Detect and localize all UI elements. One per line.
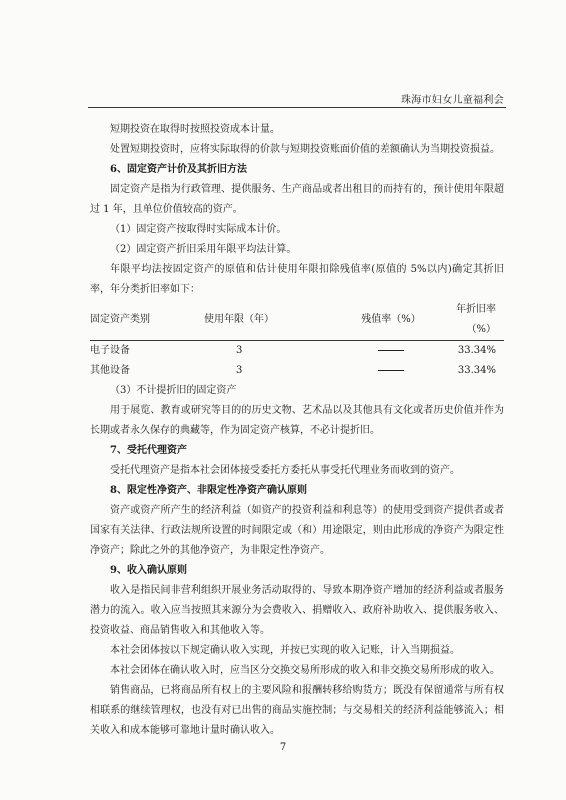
paragraph: 资产或资产所产生的经济利益（如资产的投资利益和利息等）的使用受到资产提供者或者国家有关法律、行政法规所设置的时间限定或（和）用途限定，则由此形成的净资产为限定性净资产；除此之外的其他净资产，为非限定性净资产。 <box>90 505 504 556</box>
paragraph: 年限平均法按固定资产的原值和估计使用年限扣除残值率(原值的 5%以内)确定其折旧率，年分类折旧率如下： <box>90 264 504 295</box>
paragraph: 受托代理资产是指本社会团体接受委托方委托从事受托代理业务而收到的资产。 <box>110 465 460 476</box>
section-heading-8: 8、限定性净资产、非限定性净资产确认原则 <box>110 485 307 496</box>
table-cell-category: 电子设备 <box>90 345 130 356</box>
table-row <box>90 361 504 381</box>
section-heading-9: 9、收入确认原则 <box>110 565 187 576</box>
table-cell-rate: 33.34% <box>457 365 496 376</box>
table-header-cell: 固定资产类别 <box>90 300 190 341</box>
paragraph: 短期投资在取得时按照投资成本计量。 <box>110 124 280 135</box>
paragraph: 收入是指民间非营利组织开展业务活动取得的、导致本期净资产增加的经济利益或者服务潜力的流入。收入应当按照其来源分为会费收入、捐赠收入、政府补助收入、提供服务收入、投资收益、商品销售收入和其他收入等。 <box>90 585 504 636</box>
paragraph: 固定资产是指为行政管理、提供服务、生产商品或者出租目的而持有的，预计使用年限超过 1 年，且单位价值较高的资产。 <box>90 184 504 215</box>
paragraph: （2）固定资产折旧采用年限平均法计算。 <box>110 244 297 255</box>
page-content <box>90 120 504 741</box>
table-cell-rate: 33.34% <box>457 345 496 356</box>
depreciation-table <box>90 300 504 381</box>
header-org-name: 珠海市妇女儿童福利会 <box>401 95 504 106</box>
paragraph: 本社会团体在确认收入时，应当区分交换交易所形成的收入和非交换交易所形成的收入。 <box>110 665 500 676</box>
table-cell-residual <box>336 361 446 381</box>
table-header-cell: 使用年限（年） <box>190 300 336 341</box>
paragraph: 本社会团体按以下规定确认收入实现，并按已实现的收入记账，计入当期损益。 <box>110 645 460 656</box>
header-rule <box>88 107 506 108</box>
table-cell-residual <box>336 341 446 362</box>
section-heading-6: 6、固定资产计价及其折旧方法 <box>110 164 247 175</box>
table-row <box>90 341 504 362</box>
table-cell-years: 3 <box>236 365 243 376</box>
table-cell-category: 其他设备 <box>90 365 130 376</box>
paragraph: 销售商品，已将商品所有权上的主要风险和报酬转移给购货方；既没有保留通常与所有权相联系的继续管理权，也没有对已出售的商品实施控制；与交易相关的经济利益能够流入；相关收入和成本能够可靠地计量时确认收入。 <box>90 685 504 736</box>
section-heading-7: 7、受托代理资产 <box>110 445 187 456</box>
paragraph: （1）固定资产按取得时实际成本计价。 <box>110 224 287 235</box>
page-number: 7 <box>279 742 287 753</box>
paragraph: （3）不计提折旧的固定资产 <box>110 385 237 396</box>
table-header-row <box>90 300 504 341</box>
table-header-cell: 年折旧率（%） <box>446 300 504 341</box>
dash-mark <box>378 370 404 371</box>
paragraph: 用于展览、教育或研究等目的的历史文物、艺术品以及其他具有文化或者历史价值并作为长期或者永久保存的典藏等，作为固定资产核算，不必计提折旧。 <box>90 405 504 436</box>
table-cell-years: 3 <box>236 345 243 356</box>
dash-mark <box>378 350 404 351</box>
paragraph: 处置短期投资时，应将实际取得的价款与短期投资账面价值的差额确认为当期投资损益。 <box>110 144 500 155</box>
table-header-cell: 残值率（%） <box>336 300 446 341</box>
